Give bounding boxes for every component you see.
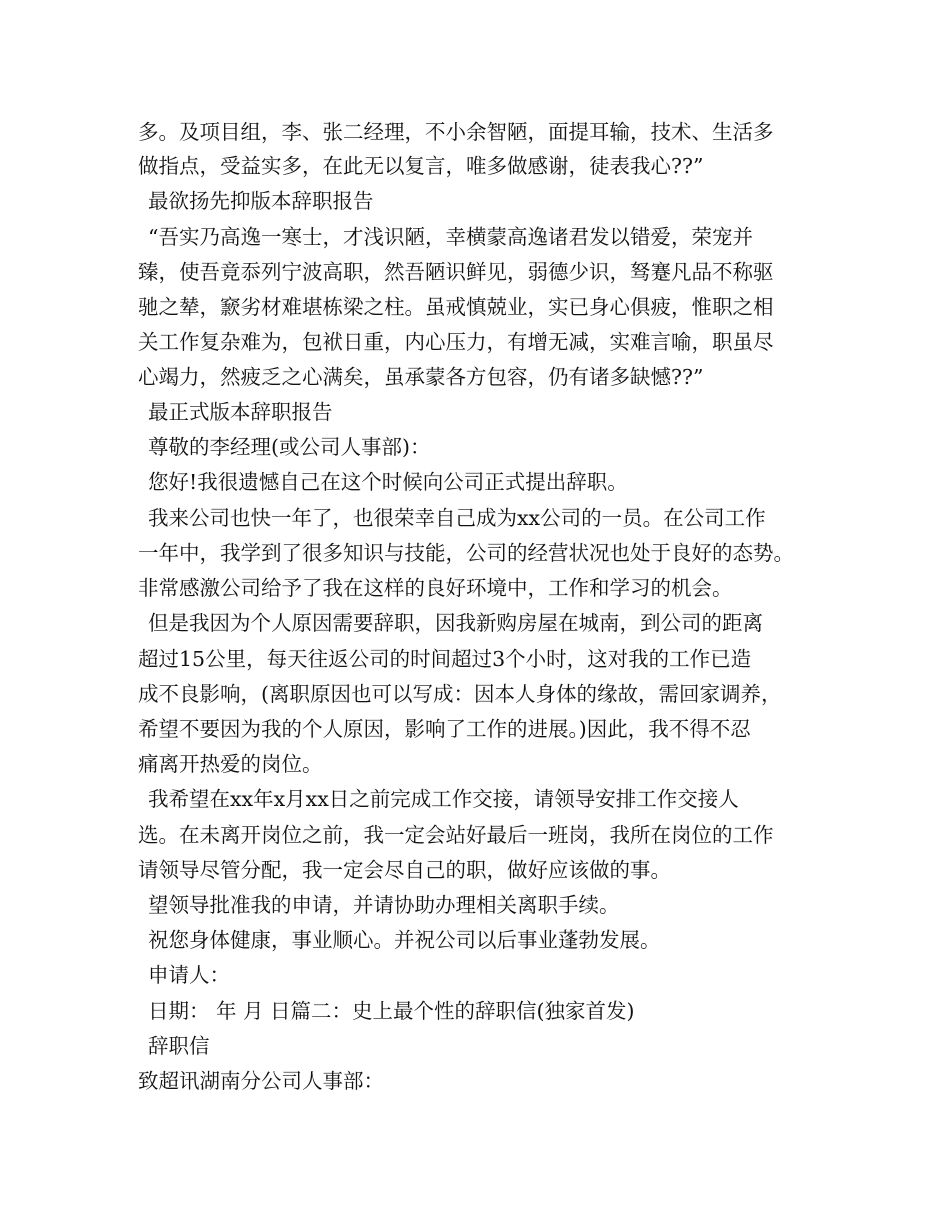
text-line: 驰之辇，窾劣材难堪栋梁之柱。虽戒慎兢业，实已身心俱疲，惟职之相: [138, 295, 774, 319]
date-line: 日期： 年 月 日篇二：史上最个性的辞职信(独家首发): [148, 999, 635, 1023]
text-line: 超过15公里，每天往返公司的时间超过3个小时，这对我的工作已造: [138, 647, 752, 671]
text-line: 一年中，我学到了很多知识与技能，公司的经营状况也处于良好的态势。: [138, 541, 794, 565]
text-line: 成不良影响，(离职原因也可以写成：因本人身体的缘故，需回家调养，: [138, 682, 782, 706]
text-line: 祝您身体健康，事业顺心。并祝公司以后事业蓬勃发展。: [148, 928, 661, 952]
salutation: 致超讯湖南分公司人事部：: [138, 1069, 384, 1093]
text-line: 我来公司也快一年了，也很荣幸自己成为xx公司的一员。在公司工作: [148, 506, 766, 530]
text-line: 心竭力，然疲乏之心满矣，虽承蒙各方包容，仍有诸多缺憾??”: [138, 365, 704, 389]
text-line: 臻，使吾竟忝列宁波高职，然吾陋识鲜见，弱德少识，驽蹇凡品不称驱: [138, 260, 774, 284]
text-line: 关工作复杂难为，包袱日重，内心压力，有增无减，实难言喻，职虽尽: [138, 330, 774, 354]
section-heading: 最欲扬先抑版本辞职报告: [148, 189, 374, 213]
section-heading: 最正式版本辞职报告: [148, 400, 333, 424]
signature-label: 申请人：: [148, 963, 230, 987]
salutation: 尊敬的李经理(或公司人事部)：: [148, 435, 431, 459]
text-line: 做指点，受益实多，在此无以复言，唯多做感谢，徒表我心??”: [138, 154, 704, 178]
text-line: 我希望在xx年x月xx日之前完成工作交接，请领导安排工作交接人: [148, 787, 739, 811]
text-line: 您好!我很遗憾自己在这个时候向公司正式提出辞职。: [148, 470, 628, 494]
text-line: 请领导尽管分配，我一定会尽自己的职，做好应该做的事。: [138, 858, 671, 882]
text-line: 多。及项目组，李、张二经理，不小余智陋，面提耳输，技术、生活多: [138, 120, 774, 144]
section-heading: 辞职信: [148, 1034, 210, 1058]
text-line: 但是我因为个人原因需要辞职，因我新购房屋在城南，到公司的距离: [148, 611, 763, 635]
text-line: 选。在未离开岗位之前，我一定会站好最后一班岗，我所在岗位的工作: [138, 823, 774, 847]
text-line: 痛离开热爱的岗位。: [138, 752, 323, 776]
text-line: “吾实乃高逸一寒士，才浅识陋，幸横蒙高逸诸君发以错爱，荣宠并: [148, 225, 753, 249]
text-line: 希望不要因为我的个人原因，影响了工作的进展。)因此，我不得不忍: [138, 717, 751, 741]
text-line: 望领导批准我的申请，并请协助办理相关离职手续。: [148, 893, 620, 917]
text-line: 非常感激公司给予了我在这样的良好环境中，工作和学习的机会。: [138, 576, 733, 600]
